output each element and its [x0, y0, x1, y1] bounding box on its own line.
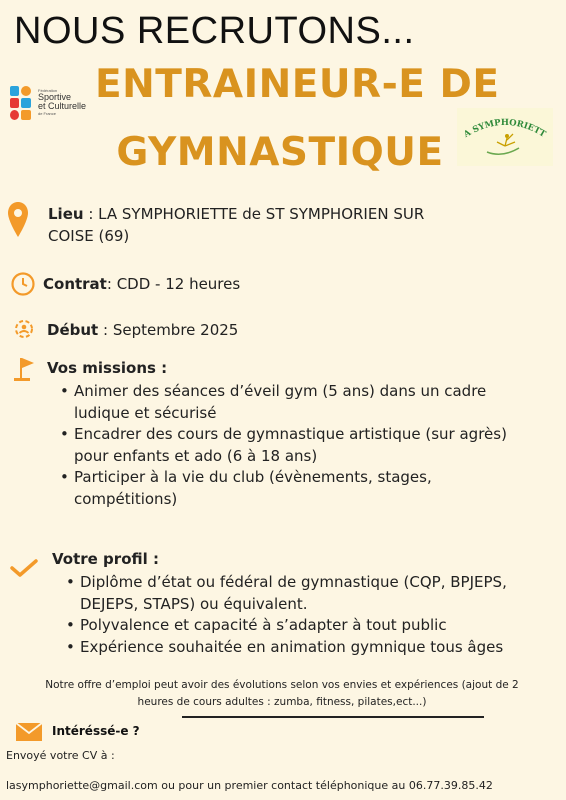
- list-item: [60, 467, 550, 510]
- lieu-label: Lieu: [48, 205, 84, 223]
- federation-small-top: Fédération: [38, 88, 58, 93]
- profil-2-line1: Polyvalence et capacité à s’adapter à tout public: [80, 616, 447, 634]
- mission-2-line1: Encadrer des cours de gymnastique artistique (sur agrès): [74, 425, 507, 443]
- flag-icon: [14, 356, 36, 382]
- mission-1-line1: Animer des séances d’éveil gym (5 ans) dans un cadre: [74, 382, 487, 400]
- lieu-row: [48, 203, 548, 247]
- offer-notice: [12, 677, 552, 711]
- mission-3-line1: Participer à la vie du club (évènements, stages,: [74, 468, 432, 486]
- debut-value: Septembre 2025: [112, 321, 239, 339]
- list-item: [66, 637, 556, 659]
- club-logo: [457, 108, 553, 166]
- list-item: [60, 424, 550, 467]
- federation-small-bottom: de France: [38, 111, 57, 116]
- lieu-value-line1: LA SYMPHORIETTE de ST SYMPHORIEN SUR: [98, 205, 425, 223]
- profil-title: Votre profil :: [52, 550, 159, 568]
- federation-line2: et Culturelle: [38, 101, 87, 111]
- lieu-value-line2: COISE (69): [48, 227, 130, 245]
- federation-logo-text: [38, 88, 86, 116]
- contrat-label: Contrat: [43, 275, 107, 293]
- lieu-sep: :: [83, 205, 99, 223]
- job-title-line2: GYMNASTIQUE: [116, 130, 444, 175]
- contact-line: [6, 779, 493, 792]
- missions-list: [60, 381, 550, 510]
- location-pin-icon: [8, 202, 28, 238]
- mission-3-line2: compétitions): [74, 489, 178, 508]
- svg-text:LA SYMPHORIETTE: [457, 108, 548, 141]
- notice-line1: Notre offre d’emploi peut avoir des évolutions selon vos envies et expériences (ajout de 2: [45, 679, 519, 691]
- club-logo-text: A SYMPHORIETT: [462, 117, 548, 141]
- list-item: [60, 381, 550, 424]
- checkmark-icon: [10, 558, 38, 578]
- contact-email[interactable]: lasymphoriette@gmail.com: [6, 779, 158, 792]
- clock-icon: [11, 272, 35, 296]
- contact-title: Intéréssé-e ?: [52, 724, 140, 738]
- list-item: [66, 572, 556, 615]
- contrat-sep: :: [106, 275, 117, 293]
- profil-3-line1: Expérience souhaitée en animation gymnique tous âges: [80, 637, 504, 656]
- debut-row: [47, 319, 238, 341]
- headline: NOUS RECRUTONS...: [14, 10, 415, 52]
- job-title-line1: ENTRAINEUR-E DE: [95, 62, 500, 107]
- send-cv-label: Envoyé votre CV à :: [6, 749, 115, 762]
- mission-1-line2: ludique et sécurisé: [74, 403, 217, 422]
- debut-sep: :: [98, 321, 113, 339]
- mission-2-line2: pour enfants et ado (6 à 18 ans): [74, 446, 318, 465]
- contrat-row: [43, 273, 240, 295]
- debut-label: Début: [47, 321, 99, 339]
- federation-line1: Sportive: [38, 92, 72, 102]
- notice-line2: heures de cours adultes : zumba, fitness, pilates,ect...): [137, 696, 427, 708]
- divider: [182, 716, 484, 718]
- missions-title: Vos missions :: [47, 359, 168, 377]
- contact-phone-text: ou pour un premier contact téléphonique au 06.77.39.85.42: [157, 779, 493, 792]
- profil-1-line1: Diplôme d’état ou fédéral de gymnastique (CQP, BPJEPS,: [80, 573, 507, 591]
- list-item: [66, 615, 556, 637]
- profil-list: [66, 572, 556, 658]
- start-gear-icon: [13, 318, 35, 340]
- profil-1-line2: DEJEPS, STAPS) ou équivalent.: [80, 594, 308, 613]
- envelope-icon: [15, 722, 43, 742]
- contrat-value: CDD - 12 heures: [116, 275, 241, 293]
